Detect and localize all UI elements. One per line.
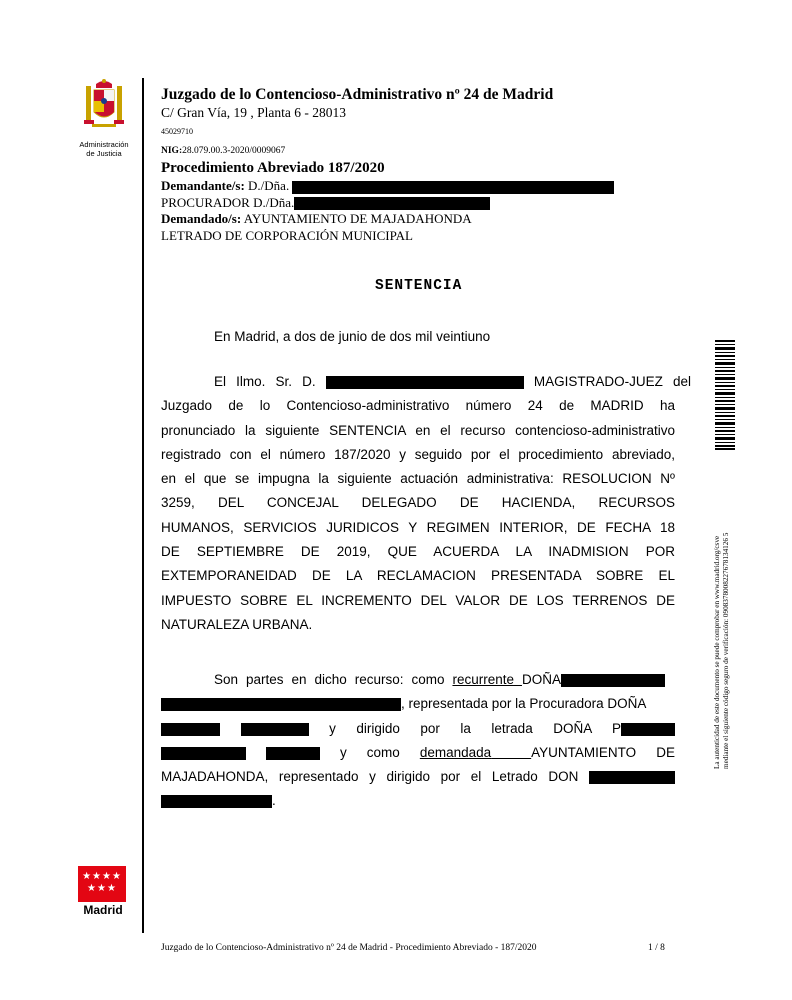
verification-line-2: mediante el siguiente código seguro de verificación: 0908378008227678134126 5: [722, 532, 730, 769]
margin-divider-line: [142, 78, 144, 933]
plaintiff-line: [161, 178, 681, 195]
parties-line-3-text: y dirigido por la letrada DOÑA P: [329, 720, 621, 736]
logo-caption-line1: Administración: [79, 140, 129, 149]
judge-line-6: 3259, DEL CONCEJAL DELEGADO DE HACIENDA, RECURSOS: [161, 495, 675, 511]
redaction-block: [241, 723, 309, 736]
redaction-block: [561, 674, 665, 687]
case-metadata: [161, 145, 681, 244]
redaction-block: [266, 747, 320, 760]
parties-line-3: [161, 717, 675, 741]
page-number: 1 / 8: [648, 943, 665, 953]
administracion-justicia-logo: [76, 78, 132, 158]
verification-line-1: La autenticidad de este documento se puede comprobar en www.madrid.org/csve: [713, 535, 721, 769]
judge-line-10: IMPUESTO SOBRE EL INCREMENTO DEL VALOR DE LOS TERRENOS DE: [161, 592, 675, 608]
judge-line-5: en el que se impugna la siguiente actuación administrativa: RESOLUCION Nº: [161, 471, 675, 487]
comunidad-madrid-logo: [78, 866, 128, 917]
madrid-caption: Madrid: [83, 903, 123, 917]
parties-paragraph: [161, 668, 675, 814]
date-paragraph: [161, 325, 675, 349]
judge-line-1b: MAGISTRADO-JUEZ del: [533, 374, 691, 389]
defendant-line: [161, 211, 681, 228]
parties-line-5: [161, 765, 675, 789]
nig-value: 28.079.00.3-2020/0009067: [182, 146, 286, 156]
judge-line-1: [161, 370, 691, 394]
parties-line-4: [161, 741, 675, 765]
judge-line-8: DE SEPTIEMBRE DE 2019, QUE ACUERDA LA INADMISION POR: [161, 544, 675, 560]
redaction-block: [292, 181, 614, 194]
court-header: [161, 86, 553, 138]
court-address: C/ Gran Vía, 19 , Planta 6 - 28013: [161, 105, 346, 120]
nig-line: [161, 145, 681, 157]
judge-line-7: HUMANOS, SERVICIOS JURIDICOS Y REGIMEN INTERIOR, DE FECHA 18: [161, 519, 675, 535]
redaction-block: [161, 698, 401, 711]
judge-line-4: registrado con el número 187/2020 y seguido por el procedimiento abreviado,: [161, 446, 675, 462]
plaintiff-label: Demandante/s:: [161, 178, 245, 193]
redaction-block: [161, 795, 272, 808]
defendant-label: Demandado/s:: [161, 211, 242, 226]
redaction-block: [621, 723, 675, 736]
parties-line-2-text: , representada por la Procuradora DOÑA: [401, 696, 647, 712]
parties-line-2: [161, 692, 675, 716]
date-line: En Madrid, a dos de junio de dos mil veintiuno: [214, 329, 491, 344]
parties-line-4c: AYUNTAMIENTO DE: [531, 744, 675, 760]
madrid-flag: [78, 866, 126, 902]
parties-line-5-text: MAJADAHONDA, representado y dirigido por el Letrado DON: [161, 769, 579, 785]
page-footer: Juzgado de lo Contencioso-Administrativo nº 24 de Madrid - Procedimiento Abreviado - 187/2020: [161, 943, 537, 953]
parties-line-6-text: .: [272, 793, 276, 809]
redaction-block: [326, 376, 524, 389]
parties-line-1c: DOÑA: [521, 672, 561, 687]
defendant-value: AYUNTAMIENTO DE MAJADAHONDA: [243, 211, 472, 226]
document-title: SENTENCIA: [375, 278, 463, 294]
nig-label: NIG:: [161, 146, 183, 156]
logo-caption-line2: de Justicia: [86, 149, 122, 158]
verification-sidebar: [707, 340, 737, 769]
parties-line-1a: Son partes en dicho recurso: como: [214, 672, 445, 687]
plaintiff-value: D./Dña.: [248, 178, 290, 193]
coat-of-arms-icon: [82, 78, 126, 134]
court-name: Juzgado de lo Contencioso-Administrativo nº 24 de Madrid: [161, 86, 554, 103]
judge-line-11: NATURALEZA URBANA.: [161, 616, 313, 632]
court-code: 45029710: [161, 127, 193, 136]
redaction-block: [589, 771, 675, 784]
parties-line-4a: y como: [340, 744, 400, 760]
parties-line-1: [161, 668, 665, 692]
demandada-label: demandada: [419, 744, 492, 760]
judge-paragraph: [161, 370, 691, 637]
madrid-stars-icon: ★★★★ ★★★: [82, 871, 122, 894]
judge-line-3: pronunciado la siguiente SENTENCIA en el recurso contencioso-administrativo: [161, 422, 675, 438]
judge-line-1a: El Ilmo. Sr. D.: [214, 374, 316, 389]
lawyer-line: LETRADO DE CORPORACIÓN MUNICIPAL: [161, 227, 413, 243]
procedure-title: Procedimiento Abreviado 187/2020: [161, 160, 385, 176]
attorney-label: PROCURADOR D./Dña.: [161, 194, 295, 210]
redaction-block: [161, 747, 246, 760]
redaction-block: [294, 197, 490, 210]
redaction-block: [161, 723, 220, 736]
judge-line-2: Juzgado de lo Contencioso-administrativo número 24 de MADRID ha: [161, 398, 675, 414]
verification-text: [713, 389, 731, 769]
recurrente-label: recurrente: [452, 672, 514, 687]
parties-line-6: [161, 789, 675, 813]
judge-line-9: EXTEMPORANEIDAD DE LA RECLAMACION PRESENTADA SOBRE EL: [161, 568, 675, 584]
attorney-line: [161, 195, 681, 212]
